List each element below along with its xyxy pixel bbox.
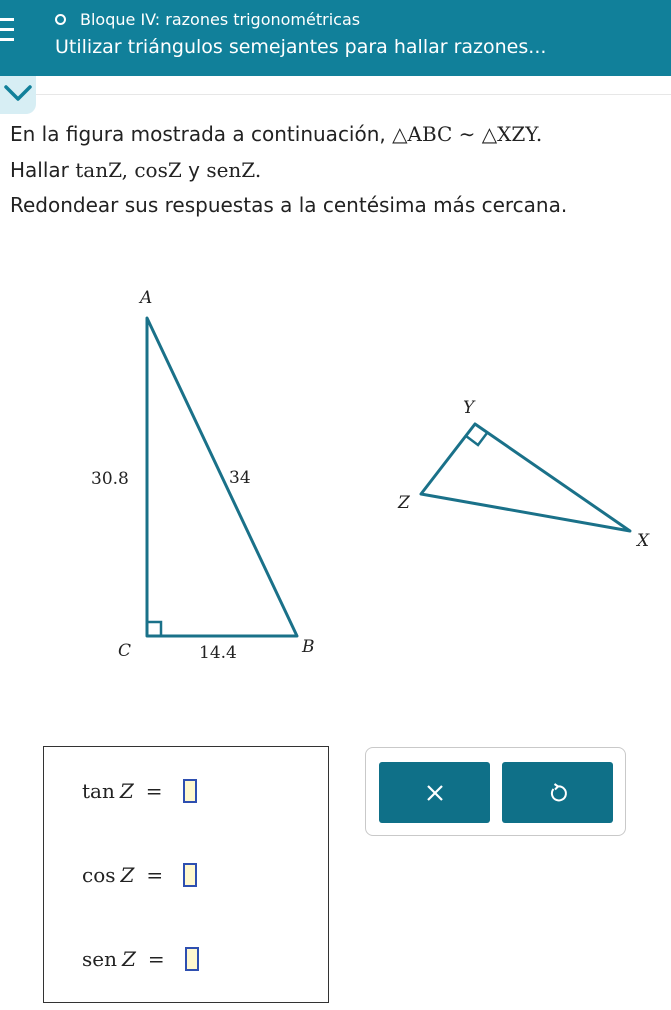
- chevron-down-icon: [2, 83, 34, 105]
- breadcrumb-label[interactable]: Bloque IV: razones trigonométricas: [80, 9, 361, 29]
- function-name: cos: [82, 863, 116, 887]
- vertex-label-b: B: [302, 637, 315, 657]
- divider: [36, 94, 671, 95]
- reset-icon: [547, 782, 569, 804]
- vertex-label-a: A: [140, 288, 153, 308]
- side-length-ac: 30.8: [91, 469, 129, 489]
- angle-variable: Z: [120, 863, 135, 887]
- equals-sign: =: [147, 947, 165, 971]
- button-panel: [365, 747, 626, 836]
- triangles-figure: [0, 270, 671, 690]
- equals-sign: =: [145, 779, 163, 803]
- tan-expression: tanZ,: [75, 158, 128, 182]
- conjunction: y: [188, 158, 200, 182]
- header-bar: [0, 0, 671, 76]
- sen-answer-input[interactable]: [185, 947, 199, 971]
- triangle-xzy: [421, 424, 630, 531]
- cos-answer-input[interactable]: [183, 863, 197, 887]
- similarity-statement: △ABC ∼ △XZY.: [392, 122, 543, 146]
- clear-button[interactable]: [379, 762, 490, 823]
- collapse-toggle[interactable]: [0, 76, 36, 114]
- problem-text: En la figura mostrada a continuación,: [10, 122, 386, 146]
- sen-answer-row: [82, 947, 199, 971]
- problem-line-1: [10, 122, 542, 146]
- close-icon: [425, 783, 445, 803]
- problem-line-3: Redondear sus respuestas a la centésima más cercana.: [10, 193, 568, 217]
- tan-answer-row: [82, 779, 197, 803]
- breadcrumb: [55, 8, 360, 30]
- cos-expression: cosZ: [134, 158, 182, 182]
- answer-box: [43, 746, 329, 1003]
- function-name: tan: [82, 779, 115, 803]
- triangle-abc: [147, 318, 297, 636]
- page-title: Utilizar triángulos semejantes para hallar razones...: [55, 36, 547, 58]
- vertex-label-y: Y: [463, 398, 475, 418]
- angle-variable: Z: [119, 779, 134, 803]
- right-angle-mark-c: [147, 622, 161, 636]
- circle-icon: [55, 14, 66, 25]
- reset-button[interactable]: [502, 762, 613, 823]
- angle-variable: Z: [121, 947, 136, 971]
- tan-answer-input[interactable]: [183, 779, 197, 803]
- sen-expression: senZ.: [206, 158, 262, 182]
- side-length-cb: 14.4: [199, 643, 237, 663]
- equals-sign: =: [146, 863, 164, 887]
- problem-line-2: [10, 158, 261, 182]
- problem-verb: Hallar: [10, 158, 69, 182]
- vertex-label-z: Z: [398, 493, 410, 513]
- menu-icon[interactable]: [0, 14, 18, 54]
- vertex-label-c: C: [118, 641, 132, 661]
- function-name: sen: [82, 947, 117, 971]
- right-angle-mark-y: [466, 433, 487, 445]
- side-length-ab: 34: [229, 468, 251, 488]
- vertex-label-x: X: [637, 531, 650, 551]
- cos-answer-row: [82, 863, 197, 887]
